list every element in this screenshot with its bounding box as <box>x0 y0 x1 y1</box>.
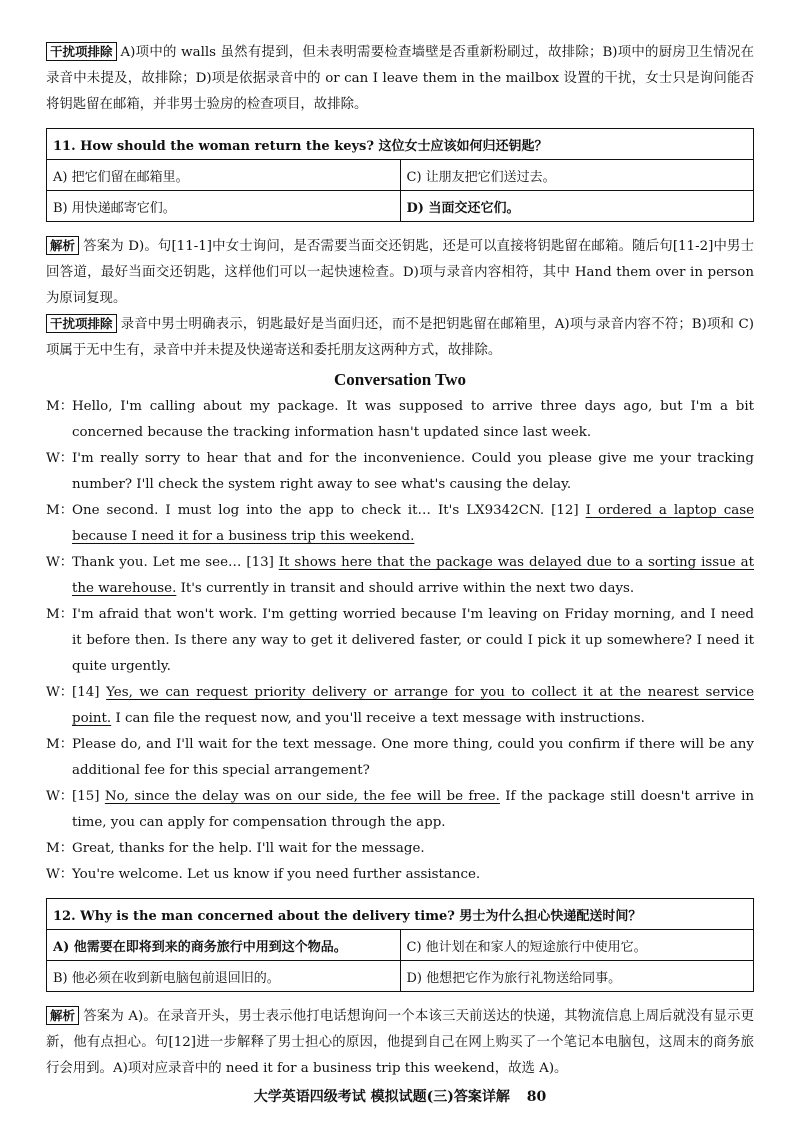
dialogue-text-plain: Thank you. Let me see… [13] <box>72 555 279 570</box>
q11-option-b: B) 用快递邮寄它们。 <box>47 191 401 222</box>
q11-distractor-paragraph <box>46 312 754 364</box>
q11-option-d: D) 当面交还它们。 <box>400 191 754 222</box>
dialogue-text <box>72 732 754 784</box>
intro-distractor-paragraph <box>46 40 754 118</box>
question-12-text: 12. Why is the man concerned about the delivery time? 男士为什么担心快递配送时间？ <box>47 899 754 930</box>
q12-option-c: C) 他计划在和家人的短途旅行中使用它。 <box>400 930 754 961</box>
dialogue-text-after: If the package still doesn't arrive in time, you can apply for compensation through the app. <box>72 789 755 830</box>
dialogue-text-underlined: I ordered a laptop case because I need it for a business trip this weekend. <box>72 503 754 544</box>
dialogue-text-plain: Please do, and I'll wait for the text message. One more thing, could you confirm if there will be any additional fee for this special arrangement? <box>72 737 754 778</box>
dialogue-text <box>72 602 754 680</box>
question-12-table <box>46 898 754 992</box>
speaker-label: W： <box>46 555 74 570</box>
dialogue-text-plain: Great, thanks for the help. I'll wait for the message. <box>72 841 425 856</box>
speaker-label: M： <box>46 737 74 752</box>
dialogue-text-after: It's currently in transit and should arrive within the next two days. <box>176 581 635 596</box>
dialogue-line <box>46 784 754 836</box>
q12-analysis-text: 答案为 A)。在录音开头，男士表示他打电话想询问一个本该三天前送达的快递，其物流信息上周后就没有显示更新，他有点担心。句[12]进一步解释了男士担心的原因，他提到自己在网上购买了一个笔记本电脑包，这周末的商务旅行会用到。A)项对应录音中的 need it for a business trip this weekend，故选 A)。 <box>46 1009 754 1076</box>
dialogue-text <box>72 862 754 888</box>
q12-option-a: A) 他需要在即将到来的商务旅行中用到这个物品。 <box>47 930 401 961</box>
page-content <box>46 40 754 1082</box>
dialogue-text <box>72 498 754 550</box>
speaker-label: W： <box>46 685 74 700</box>
footer-title: 大学英语四级考试 模拟试题(三)答案详解 <box>253 1089 510 1105</box>
dialogue-line <box>46 498 754 550</box>
dialogue-text-underlined: No, since the delay was on our side, the fee will be free. <box>104 789 500 804</box>
dialogue-text-plain: I'm really sorry to hear that and for the inconvenience. Could you please give me your tracking number? I'll check the system right away to see what's causing the delay. <box>72 451 754 492</box>
dialogue-line <box>46 394 754 446</box>
dialogue-line <box>46 836 754 862</box>
page-number: 80 <box>526 1089 547 1105</box>
dialogue-text-underlined: It shows here that the package was delayed due to a sorting issue at the warehouse. <box>72 555 754 596</box>
dialogue-text <box>72 394 754 446</box>
dialogue-line <box>46 550 754 602</box>
dialogue-line <box>46 862 754 888</box>
dialogue-line <box>46 732 754 784</box>
q11-analysis-text: 答案为 D)。句[11-1]中女士询问，是否需要当面交还钥匙，还是可以直接将钥匙留在邮箱。随后句[11-2]中男士回答道，最好当面交还钥匙，这样他们可以一起快速检查。D)项与录音内容相符，其中 Hand them over in person 为原词复现。 <box>46 239 754 306</box>
distractor-tag: 干扰项排除 <box>46 314 117 333</box>
conversation-title: Conversation Two <box>333 370 467 389</box>
q11-analysis-paragraph <box>46 234 754 312</box>
question-11-text: 11. How should the woman return the keys? 这位女士应该如何归还钥匙？ <box>47 129 754 160</box>
analysis-tag: 解析 <box>46 1006 79 1025</box>
dialogue-text-plain: I'm afraid that won't work. I'm getting worried because I'm leaving on Friday morning, and I need it before then. Is there any way to get it delivered faster, or could I pick it up somewhere? I need it quite urgently. <box>72 607 754 674</box>
speaker-label: M： <box>46 841 74 856</box>
speaker-label: M： <box>46 607 74 622</box>
page-footer <box>0 1086 800 1106</box>
dialogue-line <box>46 680 754 732</box>
dialogue-line <box>46 446 754 498</box>
speaker-label: M： <box>46 503 74 518</box>
distractor-tag: 干扰项排除 <box>46 42 117 61</box>
q12-option-d: D) 他想把它作为旅行礼物送给同事。 <box>400 961 754 992</box>
q12-option-b: B) 他必须在收到新电脑包前退回旧的。 <box>47 961 401 992</box>
q11-distractor-text: 录音中男士明确表示，钥匙最好是当面归还，而不是把钥匙留在邮箱里，A)项与录音内容不符；B)项和 C)项属于无中生有，录音中并未提及快递寄送和委托朋友这两种方式，故排除。 <box>46 317 754 358</box>
q11-option-a: A) 把它们留在邮箱里。 <box>47 160 401 191</box>
speaker-label: M： <box>46 399 74 414</box>
dialogue-text-plain: Hello, I'm calling about my package. It was supposed to arrive three days ago, but I'm a bit concerned because the tracking information hasn't updated since last week. <box>72 399 754 440</box>
analysis-tag: 解析 <box>46 236 79 255</box>
q12-analysis-paragraph <box>46 1004 754 1082</box>
speaker-label: W： <box>46 867 74 882</box>
dialogue-text <box>72 836 754 862</box>
conversation-dialogue <box>46 394 754 888</box>
dialogue-text-plain: [15] <box>72 789 105 804</box>
dialogue-text <box>72 550 754 602</box>
dialogue-text-after: I can file the request now, and you'll receive a text message with instructions. <box>111 711 645 726</box>
dialogue-text-plain: One second. I must log into the app to check it… It's LX9342CN. [12] <box>72 503 586 518</box>
q11-option-c: C) 让朋友把它们送过去。 <box>400 160 754 191</box>
speaker-label: W： <box>46 451 74 466</box>
dialogue-text-plain: [14] <box>72 685 107 700</box>
dialogue-text <box>72 680 754 732</box>
dialogue-text <box>72 446 754 498</box>
dialogue-text-plain: You're welcome. Let us know if you need further assistance. <box>72 867 481 882</box>
dialogue-text-underlined: Yes, we can request priority delivery or arrange for you to collect it at the nearest service point. <box>72 685 754 726</box>
distractor-text: A)项中的 walls 虽然有提到，但未表明需要检查墙壁是否重新粉刷过，故排除；B)项中的厨房卫生情况在录音中未提及，故排除；D)项是依据录音中的 or can I leave them in the mailbox 设置的干扰，女士只是询问能否将钥匙留在邮箱，并非男士验房的检查项目，故排除。 <box>46 45 754 112</box>
dialogue-text <box>72 784 754 836</box>
dialogue-line <box>46 602 754 680</box>
question-11-table <box>46 128 754 222</box>
speaker-label: W： <box>46 789 74 804</box>
